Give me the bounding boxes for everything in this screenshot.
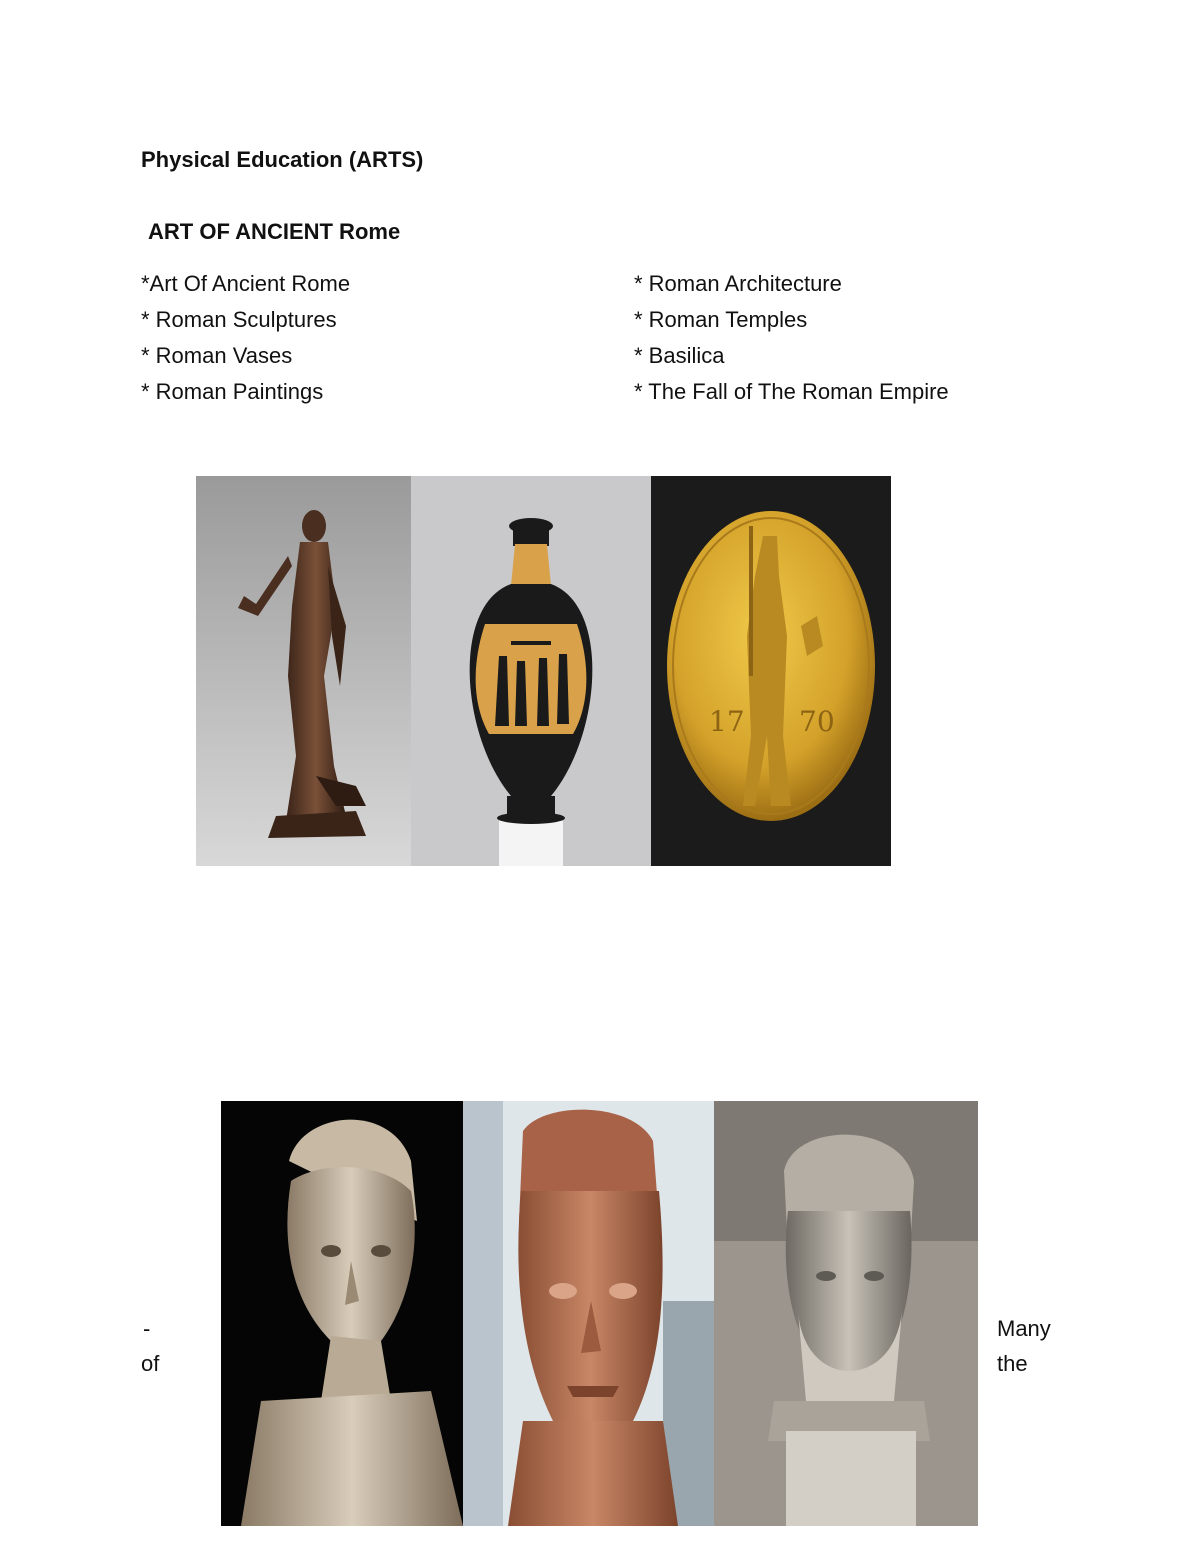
- bronze-statue-image: [196, 476, 411, 866]
- list-item: * Roman Architecture: [634, 271, 842, 296]
- topics-right-list: [634, 266, 949, 410]
- fragment-many: Many: [997, 1316, 1051, 1341]
- list-item: * Roman Temples: [634, 307, 808, 332]
- clay-bust-image-3: [714, 1101, 978, 1526]
- list-item: * Roman Sculptures: [141, 307, 337, 332]
- clay-bust-image-2: [463, 1101, 714, 1526]
- clay-bust-image-1: [221, 1101, 463, 1526]
- list-item: * Roman Paintings: [141, 379, 324, 404]
- gold-coin-image: [651, 476, 891, 866]
- section-subtitle: ART OF ANCIENT Rome: [148, 219, 401, 244]
- list-item: * Roman Vases: [141, 343, 293, 368]
- fragment-dash: -: [143, 1316, 151, 1341]
- list-item: * Basilica: [634, 343, 725, 368]
- coin-year-right: 70: [799, 705, 835, 738]
- fragment-the: the: [997, 1351, 1028, 1376]
- list-item: * The Fall of The Roman Empire: [634, 379, 949, 404]
- greek-vase-image: [411, 476, 651, 866]
- list-item: *Art Of Ancient Rome: [141, 271, 351, 296]
- coin-year-left: 17: [709, 705, 745, 738]
- page-title: Physical Education (ARTS): [141, 147, 424, 172]
- topics-left-list: [141, 266, 350, 410]
- fragment-of: of: [141, 1351, 160, 1376]
